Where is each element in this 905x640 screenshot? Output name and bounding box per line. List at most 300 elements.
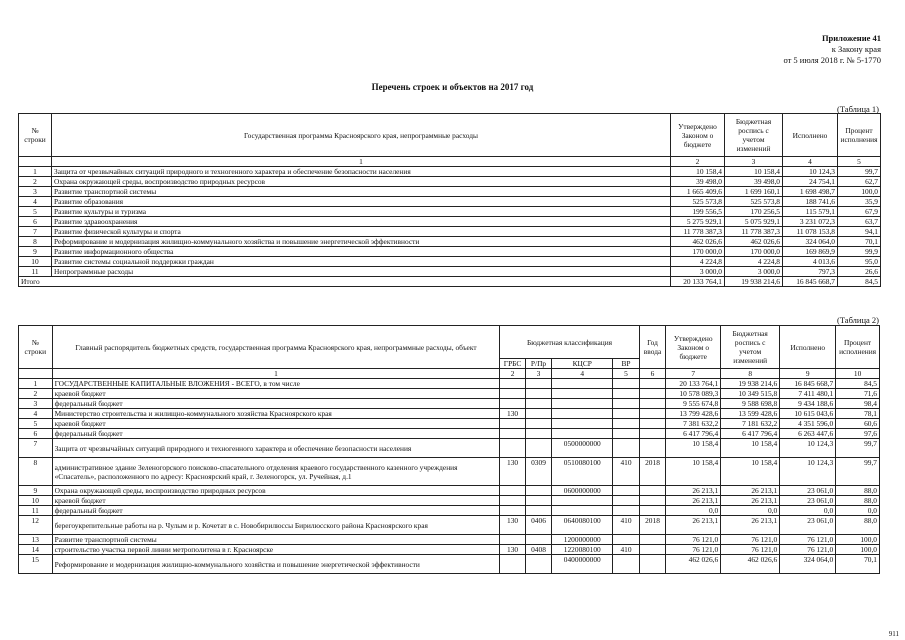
t2-cell-row-num: 4: [19, 409, 53, 419]
t2-cell-rzpr: [525, 389, 551, 399]
t2-cell-row-num: 7: [19, 439, 53, 458]
t1-total-budget: 19 938 214,6: [725, 277, 783, 287]
table-row: [19, 506, 880, 516]
t2-cell-percent: 71,6: [836, 389, 880, 399]
t1-cell-executed: 24 754,1: [783, 177, 838, 187]
t2-header-rzpr: Р/Пр: [525, 359, 551, 369]
t2-cell-kcsr: [552, 496, 613, 506]
t2-cell-vr: [613, 409, 640, 419]
t2-cell-row-num: 3: [19, 399, 53, 409]
t2-cell-grbs: 130: [500, 458, 525, 486]
table2-label: (Таблица 2): [836, 315, 879, 325]
t1-cell-budget: 525 573,8: [725, 197, 783, 207]
t1-cell-approved: 11 778 387,3: [671, 227, 725, 237]
t2-cell-grbs: 130: [500, 516, 525, 535]
t2-cell-year: [639, 545, 665, 555]
table-row: [19, 545, 880, 555]
t1-cell-percent: 26,6: [838, 267, 881, 277]
t2-cell-budget: 76 121,0: [721, 545, 780, 555]
t2-cell-row-num: 15: [19, 555, 53, 574]
t2-cell-year: [639, 506, 665, 516]
t2-cell-vr: [613, 555, 640, 574]
t2-cell-executed: 16 845 668,7: [780, 379, 836, 389]
table-row: [19, 496, 880, 506]
t2-cell-budget: 26 213,1: [721, 516, 780, 535]
t2-cell-executed: 6 263 447,6: [780, 429, 836, 439]
t2-cell-row-num: 8: [19, 458, 53, 486]
t2-header-executed: Исполнено: [780, 326, 836, 369]
t2-header-num: № строки: [19, 326, 53, 369]
t1-header-approved: Утверждено Законом о бюджете: [671, 114, 725, 157]
t2-cell-percent: 98,4: [836, 399, 880, 409]
t2-cell-name: Министерство строительства и жилищно-коммунального хозяйства Красноярского края: [52, 409, 500, 419]
law-date-label: от 5 июля 2018 г. № 5-1770: [783, 55, 881, 65]
t2-cell-budget: 9 588 698,8: [721, 399, 780, 409]
t2-cell-name: Развитие транспортной системы: [52, 535, 500, 545]
t2-cell-approved: 10 158,4: [666, 439, 721, 458]
t1-total-percent: 84,5: [838, 277, 881, 287]
page-number: 911: [888, 630, 899, 638]
t2-cell-row-num: 14: [19, 545, 53, 555]
t2-cell-rzpr: 0406: [525, 516, 551, 535]
t1-cell-row-num: 4: [19, 197, 52, 207]
t1-cell-executed: 797,3: [783, 267, 838, 277]
t2-header-grbs: ГРБС: [500, 359, 525, 369]
t1-cell-program-name: Развитие здравоохранения: [52, 217, 671, 227]
t2-header-name: Главный распорядитель бюджетных средств, государственная программа Красноярского края, непрограммные расходы, объект: [52, 326, 500, 369]
t1-cell-row-num: 11: [19, 267, 52, 277]
t2-cell-grbs: [500, 439, 525, 458]
t1-cell-program-name: Развитие культуры и туризма: [52, 207, 671, 217]
t2-cell-kcsr: 0510080100: [552, 458, 613, 486]
t2-cell-approved: 26 213,1: [666, 516, 721, 535]
t1-cell-row-num: 3: [19, 187, 52, 197]
table-row: [19, 217, 881, 227]
t1-cell-budget: 39 498,0: [725, 177, 783, 187]
t2-cell-rzpr: [525, 486, 551, 496]
t1-cell-approved: 1 665 409,6: [671, 187, 725, 197]
table-row: [19, 247, 881, 257]
t1-cell-row-num: 10: [19, 257, 52, 267]
t2-cell-year: [639, 409, 665, 419]
t2-cell-percent: 88,0: [836, 496, 880, 506]
t1-total-approved: 20 133 764,1: [671, 277, 725, 287]
t2-cell-rzpr: [525, 506, 551, 516]
t1-cell-row-num: 1: [19, 167, 52, 177]
t1-colnum-1: 1: [52, 157, 671, 167]
t2-cell-percent: 60,6: [836, 419, 880, 429]
t2-cell-percent: 0,0: [836, 506, 880, 516]
table-row: [19, 207, 881, 217]
t1-cell-program-name: Охрана окружающей среды, воспроизводство природных ресурсов: [52, 177, 671, 187]
t2-cell-percent: 97,6: [836, 429, 880, 439]
t2-cell-vr: [613, 496, 640, 506]
t1-colnum-3: 3: [725, 157, 783, 167]
table-row: [19, 516, 880, 535]
table-row: [19, 486, 880, 496]
t2-cell-percent: 100,0: [836, 535, 880, 545]
t1-cell-percent: 94,1: [838, 227, 881, 237]
table-row: [19, 439, 880, 458]
t1-cell-budget: 5 075 929,1: [725, 217, 783, 227]
t2-cell-name: краевой бюджет: [52, 496, 500, 506]
t2-cell-name: строительство участка первой линии метрополитена в г. Красноярске: [52, 545, 500, 555]
t2-colnum-2: 2: [500, 369, 525, 379]
t2-cell-row-num: 2: [19, 389, 53, 399]
t2-cell-percent: 84,5: [836, 379, 880, 389]
t1-cell-percent: 62,7: [838, 177, 881, 187]
t2-cell-row-num: 1: [19, 379, 53, 389]
t1-cell-executed: 115 579,1: [783, 207, 838, 217]
t2-cell-budget: 26 213,1: [721, 486, 780, 496]
t1-cell-program-name: Развитие транспортной системы: [52, 187, 671, 197]
t2-cell-budget: 10 158,4: [721, 439, 780, 458]
t2-cell-row-num: 11: [19, 506, 53, 516]
t2-cell-kcsr: 0600000000: [552, 486, 613, 496]
t2-cell-rzpr: 0408: [525, 545, 551, 555]
t2-colnum-9: 9: [780, 369, 836, 379]
t2-cell-budget: 10 158,4: [721, 458, 780, 486]
t2-cell-grbs: [500, 496, 525, 506]
table-row: [19, 419, 880, 429]
t1-cell-percent: 100,0: [838, 187, 881, 197]
t2-cell-approved: 0,0: [666, 506, 721, 516]
t1-header-percent: Процент исполнения: [838, 114, 881, 157]
t1-cell-approved: 462 026,6: [671, 237, 725, 247]
t1-cell-program-name: Реформирование и модернизация жилищно-коммунального хозяйства и повышение энергетической эффективности: [52, 237, 671, 247]
t2-cell-kcsr: 1200000000: [552, 535, 613, 545]
t2-header-budget: Бюджетная роспись с учетом изменений: [721, 326, 780, 369]
t2-cell-executed: 10 124,3: [780, 458, 836, 486]
t2-cell-year: [639, 379, 665, 389]
t2-cell-name: Защита от чрезвычайных ситуаций природного и техногенного характера и обеспечение безопасности населения: [52, 439, 500, 458]
t2-cell-rzpr: [525, 429, 551, 439]
t2-cell-year: [639, 419, 665, 429]
t2-cell-row-num: 9: [19, 486, 53, 496]
t2-cell-executed: 23 061,0: [780, 496, 836, 506]
t2-header-percent: Процент исполнения: [836, 326, 880, 369]
t2-cell-percent: 99,7: [836, 458, 880, 486]
t1-cell-program-name: Развитие физической культуры и спорта: [52, 227, 671, 237]
t2-header-year: Год ввода: [639, 326, 665, 369]
t2-cell-grbs: [500, 399, 525, 409]
t1-header-name: Государственная программа Красноярского края, непрограммные расходы: [52, 114, 671, 157]
t2-cell-kcsr: [552, 409, 613, 419]
t1-cell-approved: 199 556,5: [671, 207, 725, 217]
t1-colnum-4: 4: [783, 157, 838, 167]
t1-cell-budget: 1 699 160,1: [725, 187, 783, 197]
t1-cell-approved: 170 000,0: [671, 247, 725, 257]
t2-colnum-7: 7: [666, 369, 721, 379]
t2-cell-executed: 10 615 043,6: [780, 409, 836, 419]
table-row: [19, 555, 880, 574]
t2-cell-kcsr: [552, 399, 613, 409]
t1-cell-row-num: 7: [19, 227, 52, 237]
t1-cell-approved: 3 000,0: [671, 267, 725, 277]
t2-cell-name: краевой бюджет: [52, 419, 500, 429]
t1-cell-program-name: Защита от чрезвычайных ситуаций природного и техногенного характера и обеспечение безопасности населения: [52, 167, 671, 177]
table-row: [19, 187, 881, 197]
t2-cell-executed: 324 064,0: [780, 555, 836, 574]
t1-cell-executed: 3 231 072,3: [783, 217, 838, 227]
t2-cell-vr: [613, 399, 640, 409]
table-row: [19, 379, 880, 389]
table-row: [19, 177, 881, 187]
t2-cell-budget: 6 417 796,4: [721, 429, 780, 439]
table-row: [19, 458, 880, 486]
t1-header-executed: Исполнено: [783, 114, 838, 157]
t2-cell-percent: 88,0: [836, 516, 880, 535]
t2-cell-rzpr: [525, 496, 551, 506]
t1-cell-program-name: Развитие образования: [52, 197, 671, 207]
t1-cell-approved: 5 275 929,1: [671, 217, 725, 227]
t2-cell-year: [639, 535, 665, 545]
t2-cell-row-num: 12: [19, 516, 53, 535]
t2-cell-name: краевой бюджет: [52, 389, 500, 399]
t2-cell-grbs: [500, 506, 525, 516]
t2-cell-kcsr: [552, 419, 613, 429]
t2-cell-name: административное здание Зеленогорского поисково-спасательного отделения краевого государственного казенного учреждения «Спасатель», расположенного по адресу: Красноярский край, г. Зеленогорск, ул. Ручейная, д.1: [52, 458, 500, 486]
table-row: [19, 535, 880, 545]
t1-cell-percent: 95,0: [838, 257, 881, 267]
t2-cell-rzpr: [525, 399, 551, 409]
t2-colnum-1: 1: [52, 369, 500, 379]
t2-cell-kcsr: [552, 506, 613, 516]
t2-cell-name: федеральный бюджет: [52, 429, 500, 439]
t2-colnum-3: 3: [525, 369, 551, 379]
t2-cell-year: [639, 496, 665, 506]
t1-cell-budget: 3 000,0: [725, 267, 783, 277]
t2-cell-executed: 23 061,0: [780, 486, 836, 496]
t1-cell-approved: 4 224,8: [671, 257, 725, 267]
t2-cell-approved: 462 026,6: [666, 555, 721, 574]
t2-cell-approved: 76 121,0: [666, 545, 721, 555]
t2-cell-grbs: [500, 389, 525, 399]
t1-cell-percent: 35,9: [838, 197, 881, 207]
t2-cell-budget: 13 599 428,6: [721, 409, 780, 419]
t1-header-num: № строки: [19, 114, 52, 157]
t2-cell-kcsr: 0500000000: [552, 439, 613, 458]
t2-cell-year: 2018: [639, 458, 665, 486]
t2-cell-kcsr: 0400000000: [552, 555, 613, 574]
t1-cell-executed: 11 078 153,8: [783, 227, 838, 237]
t2-cell-approved: 26 213,1: [666, 486, 721, 496]
t2-cell-approved: 10 158,4: [666, 458, 721, 486]
t1-cell-row-num: 2: [19, 177, 52, 187]
t1-cell-row-num: 9: [19, 247, 52, 257]
t2-cell-year: [639, 389, 665, 399]
t2-cell-grbs: 130: [500, 545, 525, 555]
t2-cell-executed: 10 124,3: [780, 439, 836, 458]
t2-cell-approved: 20 133 764,1: [666, 379, 721, 389]
t2-cell-budget: 10 349 515,8: [721, 389, 780, 399]
t2-cell-rzpr: [525, 555, 551, 574]
t2-cell-budget: 0,0: [721, 506, 780, 516]
t2-cell-vr: [613, 419, 640, 429]
document-header: [783, 33, 881, 66]
t1-cell-budget: 462 026,6: [725, 237, 783, 247]
t1-cell-budget: 4 224,8: [725, 257, 783, 267]
t2-cell-approved: 26 213,1: [666, 496, 721, 506]
t2-cell-percent: 100,0: [836, 545, 880, 555]
t2-cell-vr: [613, 439, 640, 458]
t2-cell-name: Реформирование и модернизация жилищно-коммунального хозяйства и повышение энергетической эффективности: [52, 555, 500, 574]
t1-cell-approved: 39 498,0: [671, 177, 725, 187]
table-row: [19, 197, 881, 207]
t2-colnum-4: 4: [552, 369, 613, 379]
t2-cell-approved: 76 121,0: [666, 535, 721, 545]
t2-cell-executed: 23 061,0: [780, 516, 836, 535]
t2-cell-percent: 88,0: [836, 486, 880, 496]
t2-cell-year: 2018: [639, 516, 665, 535]
t1-cell-approved: 10 158,4: [671, 167, 725, 177]
t2-cell-approved: 10 578 089,3: [666, 389, 721, 399]
t2-cell-rzpr: [525, 535, 551, 545]
t1-total-label: Итого: [19, 277, 671, 287]
t2-cell-percent: 78,1: [836, 409, 880, 419]
t2-cell-kcsr: [552, 389, 613, 399]
document-title: Перечень строек и объектов на 2017 год: [371, 82, 534, 92]
t2-cell-vr: [613, 379, 640, 389]
t1-cell-percent: 67,9: [838, 207, 881, 217]
t1-cell-percent: 70,1: [838, 237, 881, 247]
t2-cell-vr: [613, 535, 640, 545]
t2-cell-percent: 99,7: [836, 439, 880, 458]
t1-cell-budget: 10 158,4: [725, 167, 783, 177]
table-row: [19, 409, 880, 419]
t2-cell-year: [639, 486, 665, 496]
t1-colnum-5: 5: [838, 157, 881, 167]
t1-cell-executed: 188 741,6: [783, 197, 838, 207]
t2-cell-executed: 76 121,0: [780, 545, 836, 555]
t2-cell-vr: 410: [613, 458, 640, 486]
t1-cell-executed: 1 698 498,7: [783, 187, 838, 197]
table-row: [19, 399, 880, 409]
t2-cell-name: федеральный бюджет: [52, 506, 500, 516]
t2-colnum-10: 10: [836, 369, 880, 379]
t2-cell-kcsr: 1220080100: [552, 545, 613, 555]
t1-cell-budget: 170 256,5: [725, 207, 783, 217]
t1-cell-budget: 11 778 387,3: [725, 227, 783, 237]
t2-cell-percent: 70,1: [836, 555, 880, 574]
t1-cell-row-num: 5: [19, 207, 52, 217]
to-law-label: к Закону края: [831, 44, 881, 54]
table-row: [19, 389, 880, 399]
t2-cell-rzpr: [525, 409, 551, 419]
t2-cell-grbs: [500, 379, 525, 389]
t2-colnum-6: 6: [639, 369, 665, 379]
t2-cell-year: [639, 429, 665, 439]
t1-cell-percent: 99,9: [838, 247, 881, 257]
t2-cell-executed: 4 351 596,0: [780, 419, 836, 429]
t2-cell-kcsr: 0640080100: [552, 516, 613, 535]
t2-cell-vr: 410: [613, 545, 640, 555]
appendix-label: Приложение 41: [821, 33, 881, 43]
t2-cell-year: [639, 439, 665, 458]
t2-cell-name: ГОСУДАРСТВЕННЫЕ КАПИТАЛЬНЫЕ ВЛОЖЕНИЯ - ВСЕГО, в том числе: [52, 379, 500, 389]
t2-cell-approved: 13 799 428,6: [666, 409, 721, 419]
t1-total-executed: 16 845 668,7: [783, 277, 838, 287]
t2-cell-rzpr: [525, 379, 551, 389]
t2-cell-rzpr: [525, 419, 551, 429]
t2-cell-kcsr: [552, 429, 613, 439]
t2-cell-executed: 0,0: [780, 506, 836, 516]
t2-cell-vr: [613, 486, 640, 496]
t2-header-vr: ВР: [613, 359, 640, 369]
t2-cell-vr: [613, 429, 640, 439]
t2-header-classification: Бюджетная классификация: [500, 326, 639, 359]
t2-cell-grbs: [500, 486, 525, 496]
t2-cell-vr: [613, 506, 640, 516]
t2-colnum-8: 8: [721, 369, 780, 379]
table-row: [19, 227, 881, 237]
t2-cell-rzpr: [525, 439, 551, 458]
t2-cell-executed: 7 411 480,1: [780, 389, 836, 399]
t2-cell-vr: 410: [613, 516, 640, 535]
t2-cell-year: [639, 555, 665, 574]
table-row: [19, 429, 880, 439]
t2-cell-grbs: [500, 555, 525, 574]
t2-header-approved: Утверждено Законом о бюджете: [666, 326, 721, 369]
t2-cell-executed: 76 121,0: [780, 535, 836, 545]
t1-total-row: [19, 277, 881, 287]
t2-cell-grbs: 130: [500, 409, 525, 419]
t2-cell-name: федеральный бюджет: [52, 399, 500, 409]
t2-cell-row-num: 13: [19, 535, 53, 545]
t1-cell-percent: 99,7: [838, 167, 881, 177]
t2-cell-grbs: [500, 419, 525, 429]
table-row: [19, 237, 881, 247]
t2-cell-approved: 9 555 674,8: [666, 399, 721, 409]
t2-cell-vr: [613, 389, 640, 399]
t1-cell-row-num: 8: [19, 237, 52, 247]
t2-cell-row-num: 5: [19, 419, 53, 429]
t2-colnum-5: 5: [613, 369, 640, 379]
t2-cell-budget: 76 121,0: [721, 535, 780, 545]
t2-cell-row-num: 6: [19, 429, 53, 439]
t2-cell-approved: 7 381 632,2: [666, 419, 721, 429]
table2: [18, 325, 880, 574]
table-row: [19, 167, 881, 177]
t2-cell-rzpr: 0309: [525, 458, 551, 486]
t2-cell-kcsr: [552, 379, 613, 389]
table-row: [19, 267, 881, 277]
t2-cell-row-num: 10: [19, 496, 53, 506]
t1-cell-executed: 169 869,9: [783, 247, 838, 257]
t2-cell-year: [639, 399, 665, 409]
table-row: [19, 257, 881, 267]
t1-colnum-2: 2: [671, 157, 725, 167]
t1-cell-budget: 170 000,0: [725, 247, 783, 257]
t2-cell-name: Охрана окружающей среды, воспроизводство природных ресурсов: [52, 486, 500, 496]
t2-cell-name: берегоукрепительные работы на р. Чулым и р. Кочетат в с. Новобирилюссы Бирилюсского района Красноярского края: [52, 516, 500, 535]
t1-cell-program-name: Развитие системы социальной поддержки граждан: [52, 257, 671, 267]
t1-cell-program-name: Развитие информационного общества: [52, 247, 671, 257]
t2-cell-approved: 6 417 796,4: [666, 429, 721, 439]
t2-cell-budget: 7 181 632,2: [721, 419, 780, 429]
t2-header-kcsr: КЦСР: [552, 359, 613, 369]
t1-cell-executed: 10 124,3: [783, 167, 838, 177]
t1-cell-approved: 525 573,8: [671, 197, 725, 207]
t1-header-budget: Бюджетная роспись с учетом изменений: [725, 114, 783, 157]
t2-cell-budget: 462 026,6: [721, 555, 780, 574]
t2-cell-executed: 9 434 188,6: [780, 399, 836, 409]
t2-cell-grbs: [500, 535, 525, 545]
t1-cell-executed: 4 013,6: [783, 257, 838, 267]
t1-cell-row-num: 6: [19, 217, 52, 227]
t2-cell-budget: 19 938 214,6: [721, 379, 780, 389]
table1-label: (Таблица 1): [836, 104, 879, 114]
